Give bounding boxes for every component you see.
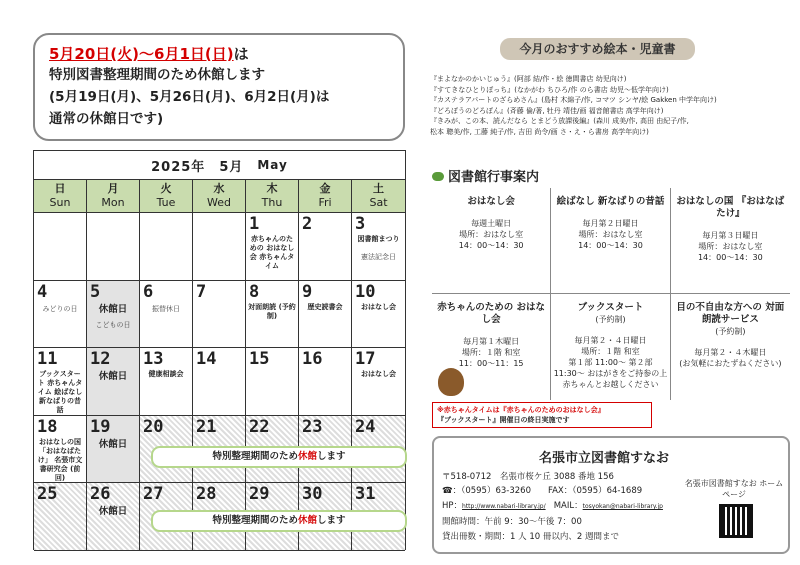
day-event: 赤ちゃんのための おはなし会 赤ちゃんタイム [249, 235, 295, 270]
event-card [551, 294, 670, 400]
weekday-ja: 日 [54, 182, 66, 195]
day-number: 2 [302, 214, 313, 234]
event-details [553, 335, 667, 390]
event-card [671, 294, 790, 400]
closure-band-2 [151, 510, 407, 532]
event-d3: 第１部 11:00〜 第２部 11:30〜 おはがきをご持参の上 赤ちゃんとお越しください [553, 358, 668, 389]
day-number: 14 [196, 349, 217, 370]
day-number: 10 [355, 281, 376, 302]
library-name: 名張市立図書館すなお [539, 451, 670, 466]
day-number: 8 [249, 281, 260, 302]
day-number: 9 [302, 281, 313, 302]
event-d1: 毎月第２・４日曜日 [574, 336, 647, 345]
book-item: 『すてきなひとりぼっち』(なかがわ ちひろ/作 のら書店 幼児〜低学年向け) [430, 85, 669, 94]
weekday-en: Tue [156, 196, 176, 209]
event-d1: 毎月第２・４木曜日 [694, 348, 767, 357]
day-number: 13 [143, 349, 164, 370]
calendar-year: 2025年 [151, 159, 206, 175]
book-item: 『きみが、この本、読んだなら とまどう放課後編』(森川 成美/作, 高田 由紀子/作, [430, 117, 689, 125]
calendar-day [352, 281, 405, 349]
calendar-day [34, 213, 87, 281]
event-d3: 14：00〜14：30 [578, 241, 643, 250]
calendar-day [140, 213, 193, 281]
library-web [442, 499, 663, 511]
day-number: 25 [37, 484, 58, 505]
weekday-thu [246, 180, 299, 212]
weekday-en: Sun [49, 196, 71, 209]
day-number: 11 [37, 349, 58, 370]
notice-line-2: 特別図書整理期間のため休館します [49, 67, 265, 83]
day-number: 24 [355, 416, 376, 437]
event-d1: 毎月第３日曜日 [702, 231, 759, 240]
day-event: 休館日 [98, 303, 128, 315]
day-number: 28 [196, 484, 217, 505]
calendar-day [87, 348, 140, 416]
day-number: 29 [249, 484, 270, 505]
weekday-header [34, 180, 405, 213]
event-name: おはなしの国 『おはなばたけ』 [676, 196, 785, 219]
weekday-en: Sat [369, 196, 388, 209]
day-number: 6 [143, 281, 154, 302]
weekday-en: Thu [261, 196, 283, 209]
calendar-month-en: May [257, 158, 288, 172]
mail-label: MAIL： [553, 501, 583, 511]
event-name: おはなし会 [467, 196, 515, 207]
event-details [434, 218, 548, 251]
day-event: ブックスタート 赤ちゃんタイム 絵ばなし 新なばりの昔話 [37, 370, 83, 415]
day-number: 7 [196, 281, 207, 302]
library-hours: 開館時間：午前 9：30〜午後 7：00 [442, 517, 582, 527]
closure-band-1 [151, 446, 407, 468]
event-name: 赤ちゃんのための おはなし会 [437, 302, 546, 325]
event-name: 目の不自由な方への 対面朗読サービス [676, 302, 785, 325]
events-note [432, 402, 652, 428]
day-event: おはなし会 [361, 370, 396, 379]
event-name: ブックスタート [577, 302, 644, 313]
calendar-day [299, 348, 352, 416]
event-d2: 場所：１階 和室 [581, 347, 640, 356]
calendar-day [87, 281, 140, 349]
calendar-day [299, 213, 352, 281]
calendar-day [193, 281, 246, 349]
calendar-day [34, 483, 87, 551]
day-number: 27 [143, 484, 164, 505]
day-number: 1 [249, 214, 260, 234]
weekday-mon [87, 180, 140, 212]
events-heading [432, 166, 539, 185]
event-d2: 場所：おはなし室 [698, 242, 763, 251]
event-d3: 14：00〜14：30 [697, 253, 763, 262]
library-address: 〒518-0712 名張市桜ケ丘 3088 番地 156 [442, 472, 614, 482]
band-text-red: 休館 [297, 451, 317, 462]
event-d2: (お気軽におたずねください) [679, 359, 782, 368]
day-holiday: こどもの日 [95, 320, 131, 329]
library-info [432, 436, 790, 554]
weekday-ja: 月 [107, 182, 119, 195]
day-number: 3 [355, 214, 366, 234]
day-event: 健康相談会 [148, 370, 184, 379]
weekday-sat [352, 180, 405, 212]
event-d3: 14：00〜14：30 [458, 241, 524, 250]
day-number: 30 [302, 484, 323, 505]
day-event: 歴史読書会 [307, 302, 343, 311]
event-d1: 毎週土曜日 [471, 219, 512, 228]
day-number: 12 [90, 349, 111, 370]
event-details [673, 230, 788, 263]
note-line-2: 『ブックスタート』開催日の終日実施です [437, 416, 570, 424]
book-item: 松本 聰美/作, 工藤 純子/作, 吉田 尚令/画 さ・え・ら書房 高学年向け) [430, 127, 649, 136]
weekday-en: Wed [207, 196, 231, 209]
recommend-title: 今月のおすすめ絵本・児童書 [500, 38, 695, 60]
calendar-day [87, 416, 140, 484]
day-number: 5 [90, 281, 101, 302]
qr-code-icon[interactable] [719, 504, 753, 538]
calendar-day [193, 348, 246, 416]
bear-icon [438, 368, 464, 396]
notice-particle: は [233, 45, 249, 63]
day-holiday: 憲法記念日 [361, 253, 396, 261]
day-event: 休館日 [98, 438, 128, 450]
events-title-text: 図書館行事案内 [448, 170, 540, 185]
day-event: おはなしの国 「おはなばたけ」 名張市文書研究会 (前回) [37, 437, 83, 482]
event-d1: 毎月第１木曜日 [463, 337, 520, 346]
closure-period: 5月20日(火)〜6月1日(日) [49, 45, 234, 63]
event-details [553, 218, 667, 251]
day-event: 図書館まつり [357, 235, 400, 243]
weekday-sun [34, 180, 87, 212]
hp-label: HP： [442, 501, 463, 511]
day-number: 21 [196, 416, 217, 437]
day-number: 16 [302, 349, 323, 370]
event-name: 絵ばなし 新なばりの昔話 [556, 196, 665, 207]
book-item: 『まよなかのかいじゅう』(阿部 結/作・絵 徳間書店 幼児向け) [430, 75, 627, 83]
event-card [551, 188, 670, 294]
band-text-end: します [317, 451, 346, 462]
closure-notice [33, 33, 405, 141]
weekday-fri [299, 180, 352, 212]
event-details [434, 336, 548, 369]
weekday-en: Mon [101, 196, 125, 209]
calendar-day [352, 348, 405, 416]
day-number: 23 [302, 416, 323, 437]
weekday-en: Fri [318, 196, 332, 209]
event-d3: 11：00〜11：15 [458, 359, 524, 368]
event-d2: 場所：おはなし室 [459, 230, 524, 239]
day-number: 20 [143, 416, 164, 437]
tea-icon [432, 172, 444, 181]
event-d2: 場所：１階 和室 [461, 348, 521, 357]
weekday-tue [140, 180, 193, 212]
book-list [430, 74, 790, 137]
event-details [673, 347, 788, 369]
calendar-day [87, 483, 140, 551]
day-number: 4 [37, 281, 48, 302]
calendar-day [140, 348, 193, 416]
calendar-day [299, 281, 352, 349]
calendar-day [246, 281, 299, 349]
notice-line-4: 通常の休館日です) [49, 111, 164, 127]
day-event: 休館日 [98, 506, 128, 518]
band-text-red: 休館 [297, 515, 317, 526]
day-number: 18 [37, 416, 58, 437]
day-number: 19 [90, 416, 111, 437]
note-line-1: ※赤ちゃんタイムは『赤ちゃんのためのおはなし会』 [437, 406, 605, 414]
day-holiday: 振替休日 [152, 304, 180, 313]
calendar-month: 5月 [219, 159, 244, 175]
calendar-day [352, 213, 405, 281]
day-number: 31 [355, 484, 376, 505]
event-sub: (予約制) [715, 327, 746, 336]
calendar-day [193, 213, 246, 281]
weekday-ja: 火 [160, 182, 172, 195]
hp-caption: 名張市図書館すなお ホームページ [684, 479, 784, 499]
day-number: 26 [90, 484, 111, 505]
day-holiday: みどりの日 [42, 304, 78, 313]
calendar-day [246, 348, 299, 416]
day-event: 対面朗読 (予約制) [248, 302, 296, 320]
calendar-day [87, 213, 140, 281]
calendar [33, 150, 406, 550]
day-event: 休館日 [98, 371, 128, 383]
mail-link[interactable]: tosyokan@nabari-library.jp [582, 503, 663, 510]
day-number: 15 [249, 349, 270, 370]
weekday-ja: 土 [373, 182, 384, 195]
calendar-day [34, 416, 87, 484]
book-item: 『カステラアパートのざらめさん』(島村 木綿子/作, コマツ シンヤ/絵 Gakken 中学年向け) [430, 96, 717, 104]
band-text: 特別整理期間のため [212, 515, 298, 526]
library-phone: ☎：（0595）63-3260 FAX：（0595）64-1689 [442, 486, 643, 496]
event-sub: (予約制) [595, 315, 626, 324]
event-card [671, 188, 790, 294]
notice-line-3: (5月19日(月)、5月26日(月)、6月2日(月)は [49, 89, 330, 105]
book-item: 『どろぼうのどろぼん』(斉藤 倫/著, 牡丹 靖佳/画 福音館書店 高学年向け) [430, 106, 664, 115]
band-text: 特別整理期間のため [212, 451, 298, 462]
day-number: 17 [355, 349, 376, 370]
day-event: おはなし会 [361, 302, 396, 311]
calendar-title [34, 151, 405, 180]
weekday-ja: 金 [319, 182, 331, 195]
library-loan: 貸出冊数・期間：1 人 10 冊以内、2 週間まで [442, 532, 619, 542]
event-d1: 毎月第２日曜日 [582, 219, 639, 228]
weekday-wed [193, 180, 246, 212]
calendar-grid [34, 213, 405, 551]
calendar-day [246, 213, 299, 281]
day-number: 22 [249, 416, 270, 437]
weekday-ja: 木 [266, 182, 278, 195]
calendar-day [34, 348, 87, 416]
band-text-end: します [317, 515, 346, 526]
homepage-link[interactable]: http://www.nabari-library.jp/ [462, 503, 546, 510]
weekday-ja: 水 [213, 182, 225, 195]
event-card [432, 188, 551, 294]
calendar-day [34, 281, 87, 349]
event-d2: 場所：おはなし室 [578, 230, 643, 239]
calendar-day [140, 281, 193, 349]
events-grid [432, 188, 790, 400]
